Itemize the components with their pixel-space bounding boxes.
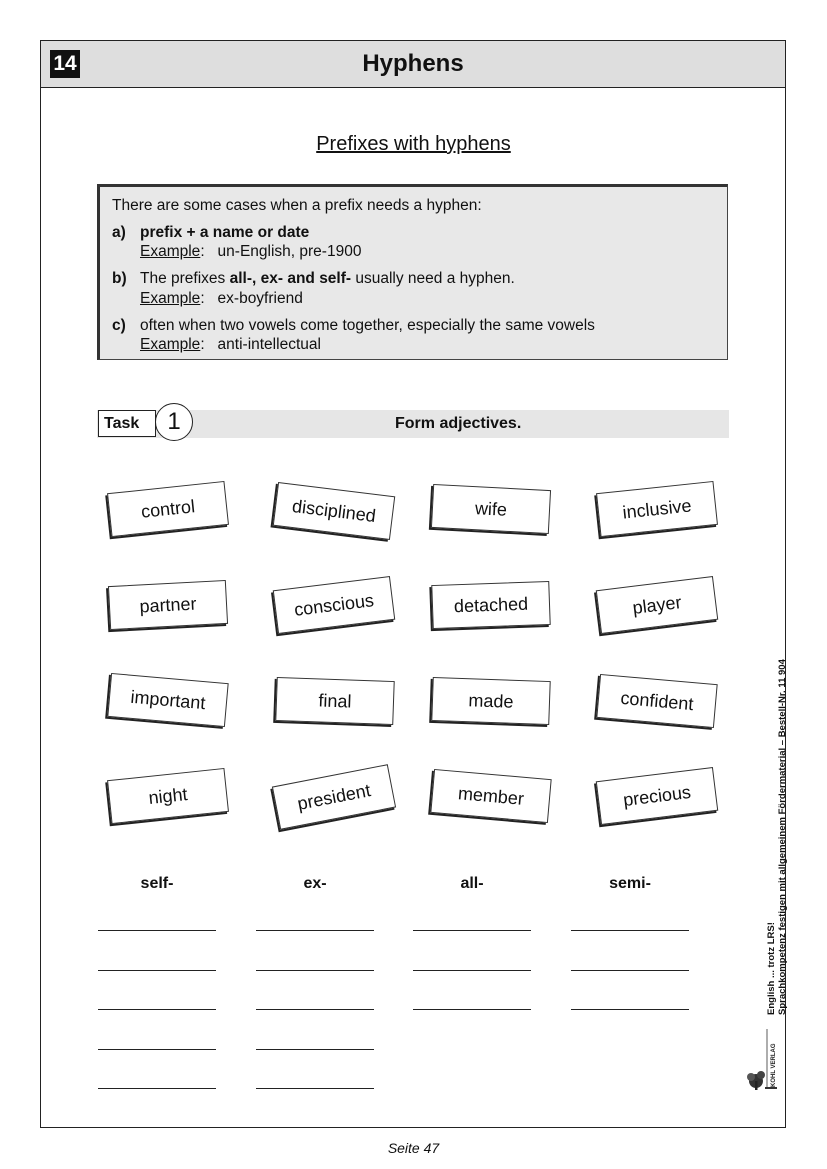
answer-line[interactable] bbox=[98, 1009, 216, 1010]
rule-b bbox=[112, 270, 515, 288]
word-card: control bbox=[107, 481, 229, 537]
word-card: confident bbox=[596, 674, 717, 728]
word-card: important bbox=[107, 673, 228, 727]
rule-letter: b) bbox=[112, 270, 127, 287]
word-card: night bbox=[107, 768, 229, 824]
rule-b-example bbox=[140, 290, 303, 308]
word-card: inclusive bbox=[596, 481, 718, 537]
answer-line[interactable] bbox=[413, 970, 531, 971]
task-label: Task bbox=[98, 410, 156, 437]
word-card: disciplined bbox=[273, 482, 395, 540]
answer-line[interactable] bbox=[98, 1088, 216, 1089]
example-text: : ex-boyfriend bbox=[200, 290, 303, 307]
rules-intro: There are some cases when a prefix needs a hyphen: bbox=[112, 197, 482, 214]
answer-line[interactable] bbox=[571, 930, 689, 931]
rule-letter: a) bbox=[112, 224, 126, 241]
rule-c bbox=[112, 317, 595, 335]
word-card: detached bbox=[431, 581, 550, 629]
word-card: made bbox=[431, 677, 550, 725]
word-card: partner bbox=[108, 580, 228, 630]
answer-line[interactable] bbox=[571, 970, 689, 971]
example-label: Example bbox=[140, 243, 201, 260]
word-card: conscious bbox=[273, 576, 395, 634]
rule-text-bold: prefix + a name or date bbox=[140, 224, 310, 241]
rule-a-example bbox=[140, 243, 361, 261]
example-label: Example bbox=[140, 336, 201, 353]
page-title: Hyphens bbox=[362, 50, 464, 77]
task-instruction: Form adjectives. bbox=[395, 415, 522, 432]
column-heading-all: all- bbox=[460, 875, 484, 892]
column-heading-ex: ex- bbox=[303, 875, 327, 892]
header-bar bbox=[41, 41, 785, 88]
answer-line[interactable] bbox=[571, 1009, 689, 1010]
answer-line[interactable] bbox=[256, 1009, 374, 1010]
word-card: precious bbox=[596, 767, 718, 825]
answer-line[interactable] bbox=[256, 1088, 374, 1089]
rule-text-bold: all-, ex- and self- bbox=[229, 270, 352, 287]
page-footer: Seite 47 bbox=[387, 1140, 440, 1156]
answer-line[interactable] bbox=[413, 1009, 531, 1010]
example-label: Example bbox=[140, 290, 201, 307]
answer-line[interactable] bbox=[256, 930, 374, 931]
word-card: player bbox=[596, 576, 718, 634]
example-text: : un-English, pre-1900 bbox=[200, 243, 362, 260]
word-card: final bbox=[275, 677, 394, 725]
answer-line[interactable] bbox=[98, 970, 216, 971]
answer-line[interactable] bbox=[256, 1049, 374, 1050]
rule-c-example bbox=[140, 336, 321, 354]
task-number: 1 bbox=[155, 403, 193, 441]
example-text: : anti-intellectual bbox=[200, 336, 321, 353]
word-card: wife bbox=[431, 484, 551, 534]
sidebar-line-1: English ... trotz LRS! bbox=[766, 922, 777, 1015]
answer-line[interactable] bbox=[256, 970, 374, 971]
column-heading-self: self- bbox=[140, 875, 174, 892]
rule-a bbox=[112, 224, 309, 242]
rule-text-pre: often when two vowels come together, especially the same vowels bbox=[140, 317, 595, 334]
rule-letter: c) bbox=[112, 317, 126, 334]
word-card: president bbox=[272, 764, 396, 830]
rules-box bbox=[97, 184, 728, 360]
column-heading-semi: semi- bbox=[609, 875, 651, 892]
section-subtitle: Prefixes with hyphens bbox=[316, 133, 511, 155]
rule-text-post: usually need a hyphen. bbox=[351, 270, 515, 287]
word-card: member bbox=[430, 769, 551, 823]
answer-line[interactable] bbox=[98, 930, 216, 931]
sidebar-imprint bbox=[766, 659, 788, 1015]
rule-text-pre: The prefixes bbox=[140, 270, 230, 287]
sidebar-line-2: Sprachkompetenz festigen mit allgemeinem Fördermaterial – Bestell-Nr. 11 904 bbox=[777, 659, 788, 1015]
task-bar bbox=[97, 410, 729, 438]
publisher-logo bbox=[745, 1025, 779, 1091]
answer-line[interactable] bbox=[413, 930, 531, 931]
answer-line[interactable] bbox=[98, 1049, 216, 1050]
logo-text: KOHL VERLAG bbox=[771, 1043, 777, 1087]
chapter-number: 14 bbox=[50, 50, 80, 78]
